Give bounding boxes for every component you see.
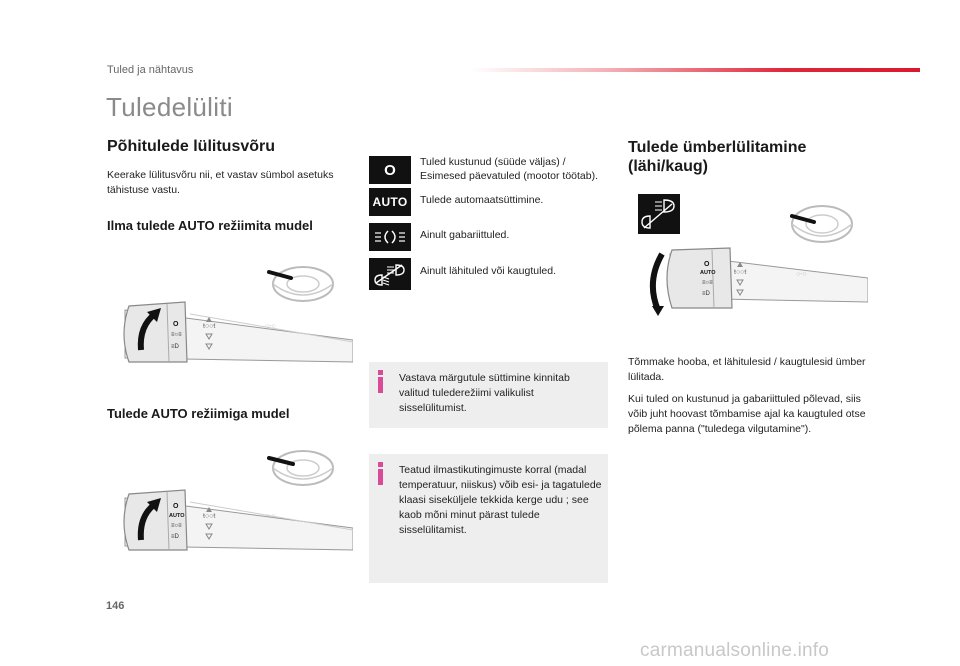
stalk-diagram-no-auto: [105, 262, 353, 382]
svg-text:≡D: ≡D: [702, 291, 710, 297]
auto-symbol-icon: AUTO: [369, 188, 411, 216]
label-auto: AUTO: [700, 270, 716, 276]
info-text-indicator: Vastava märgutule süttimine kinnitab valitud tulederežiimi valikulist sisselülitumist.: [399, 372, 570, 414]
svg-text:≡D: ≡D: [171, 534, 179, 540]
off-symbol-icon: O: [369, 156, 411, 184]
header-rule: [470, 68, 920, 72]
svg-text:≡D: ≡D: [171, 344, 179, 350]
dipped-main-beam-text: Ainult lähituled või kaugtuled.: [420, 265, 557, 277]
steering-wheel-icon: [269, 267, 333, 301]
info-icon: [375, 462, 387, 486]
right-para-2: Kui tuled on kustunud ja gabariittuled põlevad, siis võib juht hoovast tõmbamise ajal ka kaugtuled otse põlema panna ("tuledega vilgutamine").: [628, 393, 866, 435]
info-box-indicator: [369, 362, 608, 428]
right-heading: Tulede ümberlülitamine (lähi/kaug): [628, 139, 807, 175]
info-icon: [375, 370, 387, 394]
info-box-condensation: [369, 454, 608, 583]
label-off: O: [704, 261, 710, 268]
subheading-no-auto: Ilma tulede AUTO režiimita mudel: [107, 218, 313, 233]
label-off: O: [173, 503, 179, 510]
info-text-condensation: Teatud ilmastikutingimuste korral (madal temperatuur, niiskus) võib esi- ja tagatulede klaasi siseküljele tekkida kerge udu ; see kaob mõni minut pärast tulede sisselülitamist.: [399, 464, 602, 536]
svg-text:≡○≡: ≡○≡: [171, 523, 182, 529]
svg-text:≡○≡: ≡○≡: [171, 332, 182, 338]
svg-text:○-○: ○-○: [265, 513, 276, 520]
beam-switch-diagram: [636, 192, 868, 320]
off-symbol-text: Tuled kustunud (süüde väljas) / Esimesed päevatuled (mootor töötab).: [420, 156, 599, 182]
page-number: 146: [106, 600, 125, 612]
svg-text:ŧ○○ŧ: ŧ○○ŧ: [734, 269, 747, 276]
svg-text:○-○: ○-○: [796, 271, 807, 278]
section-label: Tuled ja nähtavus: [107, 64, 194, 76]
svg-text:○-○: ○-○: [265, 323, 276, 330]
steering-wheel-icon: [792, 206, 852, 242]
watermark: carmanualsonline.info: [640, 640, 830, 661]
sidelights-icon: [369, 223, 411, 251]
stalk-diagram-auto: [105, 446, 353, 570]
label-auto: AUTO: [169, 513, 185, 519]
steering-wheel-icon: [269, 451, 333, 485]
page-title: Tuledelüliti: [106, 92, 233, 122]
subheading-auto: Tulede AUTO režiimiga mudel: [107, 406, 290, 421]
left-heading: Põhitulede lülitusvõru: [107, 138, 276, 155]
auto-symbol-text: Tulede automaatsüttimine.: [420, 194, 544, 206]
right-para-1: Tõmmake hooba, et lähitulesid / kaugtulesid ümber lülitada.: [628, 356, 866, 383]
svg-text:≡○≡: ≡○≡: [702, 280, 713, 286]
sidelights-text: Ainult gabariittuled.: [420, 229, 510, 241]
left-intro: Keerake lülitusvõru nii, et vastav sümbol asetuks tähistuse vastu.: [107, 169, 334, 196]
label-off: O: [173, 321, 179, 328]
svg-text:ŧ○○ŧ: ŧ○○ŧ: [203, 323, 216, 330]
svg-text:ŧ○○ŧ: ŧ○○ŧ: [203, 513, 216, 520]
dipped-main-beam-icon: [369, 258, 411, 290]
